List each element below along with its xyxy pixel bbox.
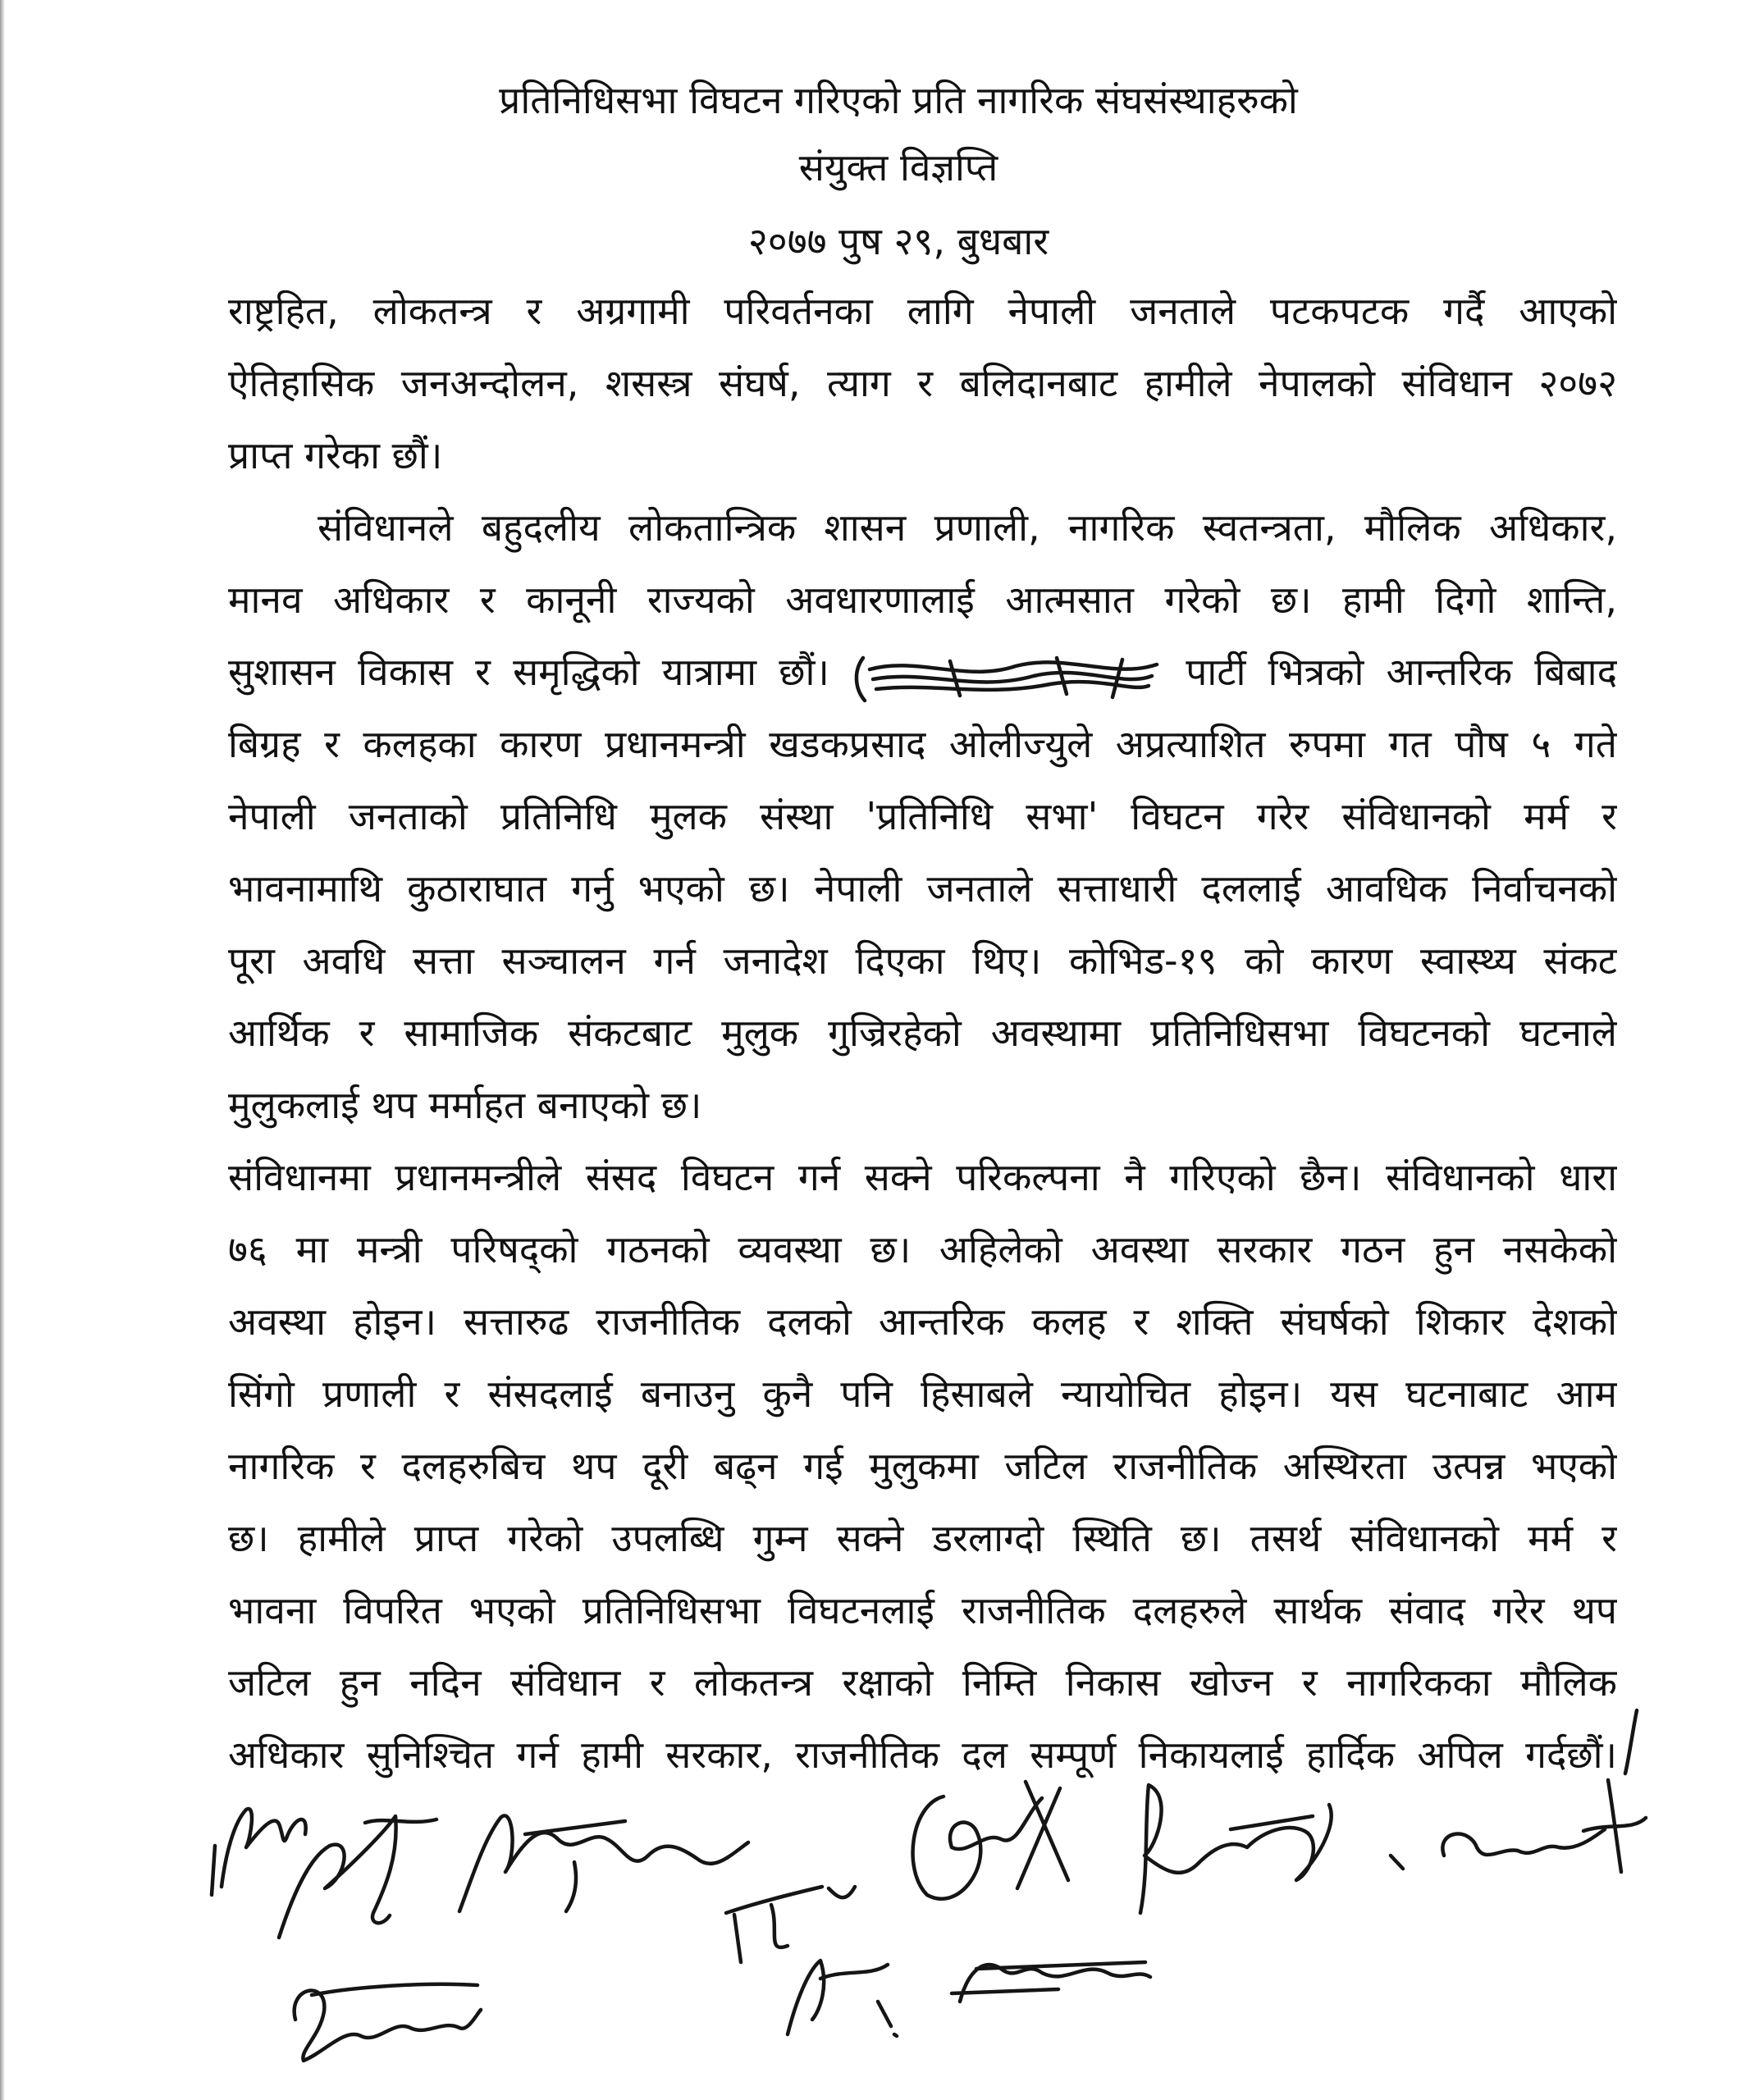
text-line: अवस्था होइन। सत्तारुढ राजनीतिक दलको आन्तरिक कलह र शक्ति संघर्षको शिकार देशको <box>228 1299 1617 1344</box>
signature-1 <box>212 1809 306 1895</box>
text-line: संविधानले बहुदलीय लोकतान्त्रिक शासन प्रणाली, नागरिक स्वतन्त्रता, मौलिक अधिकार, <box>318 505 1617 550</box>
signature-11 <box>295 1984 481 2061</box>
text-line: छ। हामीले प्राप्त गरेको उपलब्धि गुम्न सक्ने डरलाग्दो स्थिति छ। तसर्थ संविधानको मर्म र <box>228 1516 1617 1560</box>
text-line: भावना विपरित भएको प्रतिनिधिसभा विघटनलाई राजनीतिक दलहरुले सार्थक संवाद गरेर थप <box>228 1588 1617 1632</box>
hand-stroke-mark <box>1625 1710 1637 1774</box>
document-subtitle: संयुक्त विज्ञप्ति <box>798 145 998 189</box>
signature-6 <box>913 1782 1068 1899</box>
text-line: संविधानमा प्रधानमन्त्रीले संसद विघटन गर्न सक्ने परिकल्पना नै गरिएको छैन। संविधानको धारा <box>228 1155 1617 1199</box>
text-line: ऐतिहासिक जनअन्दोलन, शसस्त्र संघर्ष, त्याग र बलिदानबाट हामीले नेपालको संविधान २०७२ <box>228 361 1617 405</box>
text-line: पूरा अवधि सत्ता सञ्चालन गर्न जनादेश दिएका थिए। कोभिड-१९ को कारण स्वास्थ्य संकट <box>228 938 1617 983</box>
text-line: बिग्रह र कलहका कारण प्रधानमन्त्री खडकप्रसाद ओलीज्युले अप्रत्याशित रुपमा गत पौष ५ गते <box>228 722 1617 766</box>
text-line: मानव अधिकार र कानूनी राज्यको अवधारणालाई आत्मसात गरेको छ। हामी दिगो शान्ति, <box>228 578 1617 622</box>
text-line: सिंगो प्रणाली र संसदलाई बनाउनु कुनै पनि हिसाबले न्यायोचित होइन। यस घटनाबाट आम <box>228 1372 1617 1416</box>
text-line: प्राप्त गरेका छौं। <box>228 433 443 477</box>
text-segment: सुशासन विकास र समृद्धिको यात्रामा छौं। <box>228 650 829 694</box>
text-line: भावनामाथि कुठाराघात गर्नु भएको छ। नेपाली जनताले सत्ताधारी दललाई आवधिक निर्वाचनको <box>228 866 1617 911</box>
signature-8 <box>1140 1785 1332 1913</box>
text-line: नागरिक र दलहरुबिच थप दूरी बढ्न गई मुलुकमा जटिल राजनीतिक अस्थिरता उत्पन्न भएको <box>228 1444 1617 1488</box>
text-line: मुलुकलाई थप मर्माहत बनाएको छ। <box>228 1083 702 1127</box>
text-line: अधिकार सुनिश्चित गर्न हामी सरकार, राजनीतिक दल सम्पूर्ण निकायलाई हार्दिक अपिल गर्दछौं। <box>228 1732 1617 1777</box>
text-line-with-strikeout <box>228 636 1617 708</box>
signature-3 <box>459 1815 748 1911</box>
crossed-out-text-scribble <box>852 646 1163 704</box>
document-date: २०७७ पुष २९, बुधबार <box>747 219 1049 263</box>
signature-5 <box>788 1961 897 2036</box>
text-segment: पार्टी भित्रको आन्तरिक बिबाद <box>1186 650 1617 694</box>
signature-10 <box>1442 1780 1646 1872</box>
signature-4 <box>726 1887 855 1962</box>
text-line: जटिल हुन नदिन संविधान र लोकतन्त्र रक्षाको निम्ति निकास खोज्न र नागरिकका मौलिक <box>228 1660 1617 1705</box>
text-line: आर्थिक र सामाजिक संकटबाट मुलुक गुज्रिरहेको अवस्थामा प्रतिनिधिसभा विघटनको घटनाले <box>228 1011 1617 1055</box>
scan-edge-shadow <box>0 0 5 2100</box>
text-line: राष्ट्रहित, लोकतन्त्र र अग्रगामी परिवर्तनका लागि नेपाली जनताले पटकपटक गर्दै आएको <box>228 289 1617 333</box>
signature-2 <box>279 1816 436 1938</box>
text-line: ७६ मा मन्त्री परिषद्को गठनको व्यवस्था छ। अहिलेको अवस्था सरकार गठन हुन नसकेको <box>228 1227 1617 1271</box>
signature-7 <box>952 1962 1150 2002</box>
text-line: नेपाली जनताको प्रतिनिधि मुलक संस्था 'प्रतिनिधि सभा' विघटन गरेर संविधानको मर्म र <box>228 794 1617 838</box>
signature-9 <box>1391 1856 1403 1869</box>
document-body <box>228 275 1617 1791</box>
document-title: प्रतिनिधिसभा विघटन गरिएको प्रति नागरिक संघसंस्थाहरुको <box>499 78 1298 122</box>
